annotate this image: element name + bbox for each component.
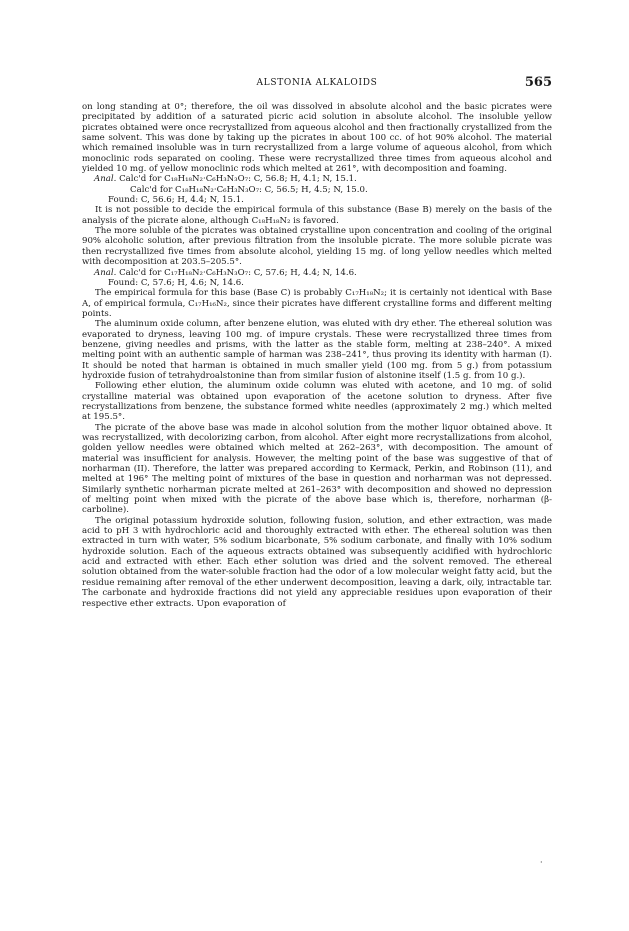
page-number: 565 — [524, 75, 552, 90]
body-text — [82, 102, 552, 609]
paragraph: The aluminum oxide column, after benzene elution, was eluted with dry ether. The ethereal solution was evaporated to dryness, leaving 100 mg. of impure crystals. These were recrystallized three times from benzene, giving needles and prisms, with the latter as the stable form, melting at 238–240°. A mixed melting point with an authentic sample of harman was 238–241°, thus proving its identity with harman (I). It should be noted that harman is obtained in much smaller yield (100 mg. from 5 g.) from potassium hydroxide fusion of tetrahydroalstonine than from similar fusion of alstonine itself (1.5 g. from 10 g.). — [82, 319, 552, 381]
running-title: ALSTONIA ALKALOIDS — [256, 78, 378, 88]
analysis-label: Anal. — [94, 267, 117, 278]
page-header — [82, 75, 552, 93]
analysis-label: Anal. — [94, 174, 117, 185]
paragraph: The original potassium hydroxide solution, following fusion, solution, and ether extraction, was made acid to pH 3 with hydrochloric acid and thoroughly extracted with ether. The ethereal solution was then extracted in turn with water, 5% sodium bicarbonate, 5% sodium carbonate, and finally with 10% sodium hydroxide solution. Each of the aqueous extracts obtained was subsequently acidified with hydrochloric acid and extracted with ether. Each ether solution was dried and the solvent removed. The ethereal solution obtained from the water-soluble fraction had the odor of a low molecular weight fatty acid, but the residue remaining after removal of the ether underwent decomposition, leaving a dark, oily, intractable tar. The carbonate and hydroxide fractions did not yield any appreciable residues upon evaporation of their respective ether extracts. Upon evaporation of — [82, 515, 552, 609]
paragraph: The picrate of the above base was made in alcohol solution from the mother liquor obtained above. It was recrystallized, with decolorizing carbon, from alcohol. After eight more recrystallizations from alcohol, golden yellow needles were obtained which melted at 262–263°, with decomposition. The amount of material was insufficient for analysis. However, the melting point of the base was suggestive of that of norharman (II). Therefore, the latter was prepared according to Kermack, Perkin, and Robinson (11), and melted at 196° The melting point of mixtures of the base in question and norharman was not depressed. Similarly synthetic norharman picrate melted at 261–263° with decomposition and showed no depression of melting point when mixed with the picrate of the above base which is, therefore, norharman (β-carboline). — [82, 422, 552, 516]
analysis-calc: Calc'd for C₁₈H₁₈N₂·C₆H₃N₃O₇: C, 56.5; H, 4.5; N, 15.0. — [130, 184, 368, 195]
analysis-calc: Calc'd for C₁₇H₁₈N₂·C₆H₃N₃O₇: C, 57.6; H, 4.4; N, 14.6. — [119, 267, 357, 278]
analysis-calc: Calc'd for C₁₈H₁₈N₂·C₆H₃N₃O₇: C, 56.8; H, 4.1; N, 15.1. — [119, 174, 357, 185]
paragraph: The empirical formula for this base (Base C) is probably C₁₇H₁₈N₂; it is certainly not identical with Base A, of empirical formula, C₁₇H₁₆N₂, since their picrates have different crystalline forms and different melting points. — [82, 288, 552, 319]
paragraph: It is not possible to decide the empirical formula of this substance (Base B) merely on the basis of the analysis of the picrate alone, although C₁₈H₁₈N₂ is favored. — [82, 205, 552, 226]
paragraph: Following ether elution, the aluminum oxide column was eluted with acetone, and 10 mg. of solid crystalline material was obtained upon evaporation of the acetone solution to dryness. After five recrystallizations from benzene, the substance formed white needles (approximately 2 mg.) which melted at 195.5°. — [82, 381, 552, 423]
analysis-found: Found: C, 57.6; H, 4.6; N, 14.6. — [108, 277, 244, 288]
analysis-line — [82, 268, 552, 278]
paragraph: on long standing at 0°; therefore, the oil was dissolved in absolute alcohol and the basic picrates were precipitated by addition of a saturated picric acid solution in absolute alcohol. The insoluble yellow picrates obtained were once recrystallized from aqueous alcohol and then fractionally crystallized from the same solvent. This was done by taking up the picrates in about 100 cc. of hot 90% alcohol. The material which remained insoluble was in turn recrystallized from a large volume of aqueous alcohol, from which monoclinic rods separated on cooling. These were recrystallized three times from aqueous alcohol and yielded 10 mg. of yellow monoclinic rods which melted at 261°, with decomposition and foaming. — [82, 102, 552, 175]
paragraph: The more soluble of the picrates was obtained crystalline upon concentration and cooling of the original 90% alcoholic solution, after previous filtration from the insoluble picrate. The more soluble picrate was then recrystallized five times from absolute alcohol, yielding 15 mg. of long yellow needles which melted with decomposition at 203.5–205.5°. — [82, 226, 552, 268]
footer-mark: · — [540, 858, 543, 867]
analysis-line — [82, 174, 552, 184]
analysis-found: Found: C, 56.6; H, 4.4; N, 15.1. — [108, 195, 244, 206]
